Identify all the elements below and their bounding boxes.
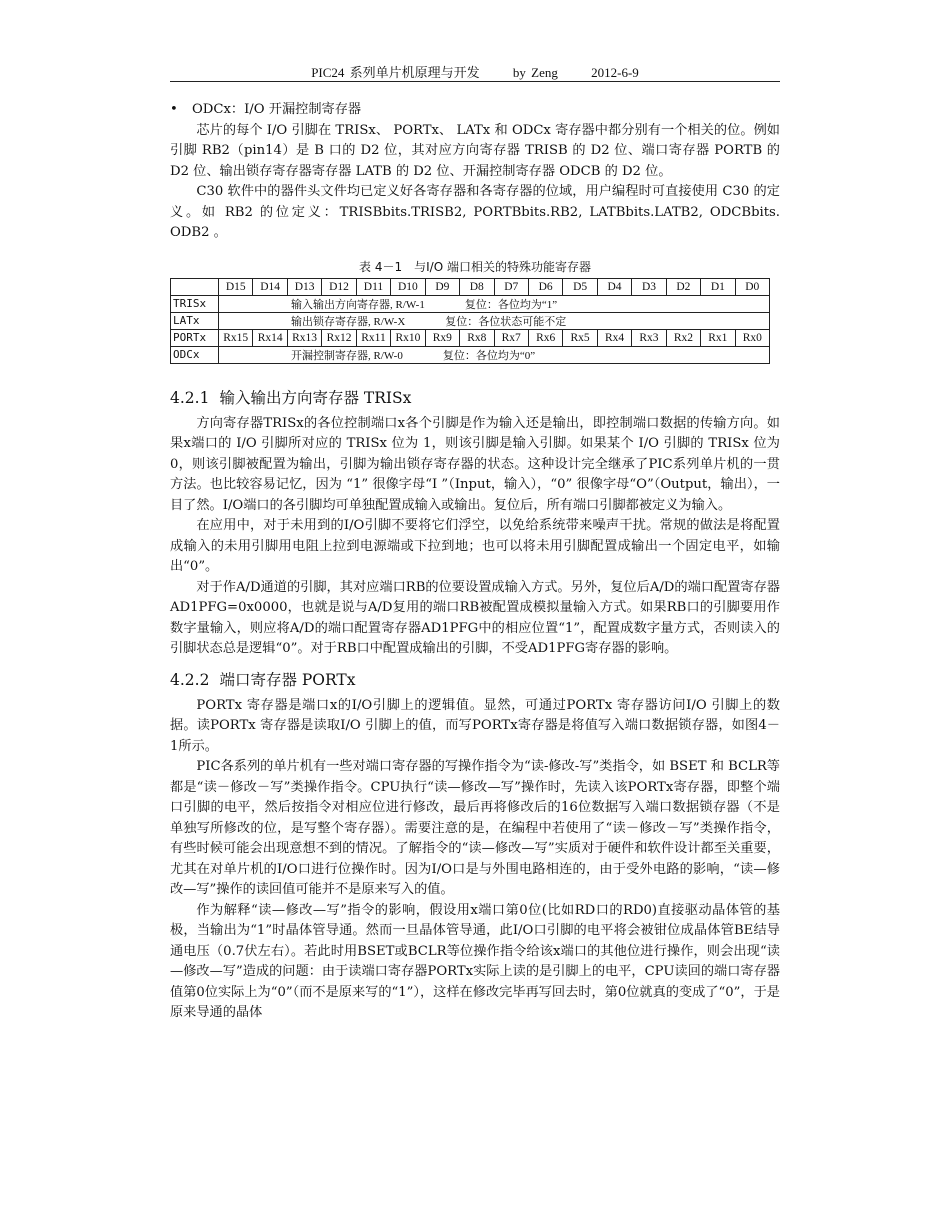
portx-bit: Rx15: [219, 329, 253, 346]
trisx-description: [219, 295, 770, 312]
bit-header: D1: [701, 278, 735, 295]
register-table: [170, 278, 770, 364]
latx-description: [219, 312, 770, 329]
portx-bit: Rx3: [632, 329, 666, 346]
section1-paragraph: 方向寄存器TRISx的各位控制端口x各个引脚是作为输入还是输出，即控制端口数据的传输方向。如果x端口的 I/O 引脚所对应的 TRISx 位为 1，则该引脚是输入引脚。如果某个 I/O 引脚的 TRISx 位为 0，则该引脚被配置为输出，引脚为输出锁存寄存器的状态。这种设计完全继承了PIC系列单片机的一贯方法。也比较容易记忆，因为 “1” 很像字母“I ”（Input，输入），“0” 很像字母“O”（Output，输出），一目了然。I/O端口的各引脚均可单独配置成输入或输出。复位后，所有端口引脚都被定义为输入。: [170, 415, 780, 513]
section-4-2-1-heading: [170, 386, 780, 408]
section-number: 4.2.2: [170, 670, 210, 689]
bit-header: D5: [563, 278, 597, 295]
latx-desc-text: 输出锁存寄存器, R/W-X: [291, 315, 406, 328]
portx-bit: Rx12: [322, 329, 356, 346]
portx-bit: Rx9: [425, 329, 459, 346]
bit-header: D4: [597, 278, 631, 295]
bit-header: D0: [735, 278, 769, 295]
portx-bit: Rx11: [356, 329, 390, 346]
intro-paragraph-1: 芯片的每个 I/O 引脚在 TRISx、 PORTx、 LATx 和 ODCx 寄存器中都分别有一个相关的位。例如引脚 RB2（pin14）是 B 口的 D2 位，其对应方向寄存器 TRISB 的 D2 位、端口寄存器 PORTB 的 D2 位、输出锁存寄存器寄存器 LATB 的 D2 位、开漏控制寄存器 ODCB 的 D2 位。: [170, 122, 780, 179]
latx-row: [171, 312, 770, 329]
section-number: 4.2.1: [170, 388, 210, 407]
table-header-row: [171, 278, 770, 295]
bullet-icon: •: [170, 102, 178, 117]
bit-header: D11: [356, 278, 390, 295]
section2-paragraph: 作为解释“读—修改—写”指令的影响，假设用x端口第0位(比如RD口的RD0)直接驱动晶体管的基极，当输出为“1”时晶体管导通。然而一旦晶体管导通，此I/O口引脚的电平将会被钳位成晶体管BE结导通电压（0.7伏左右）。若此时用BSET或BCLR等位操作指令给该x端口的其他位进行操作，则会出现“读—修改—写”造成的问题：由于读端口寄存器PORTx实际上读的是引脚上的电平，CPU读回的端口寄存器值第0位实际上为“0”（而不是原来写的“1”），这样在修改完毕再写回去时，第0位就真的变成了“0”，于是原来导通的晶体: [170, 902, 780, 1020]
section2-paragraph: PIC各系列的单片机有一些对端口寄存器的写操作指令为“读-修改-写”类指令，如 BSET 和 BCLR等都是“读－修改－写”类操作指令。CPU执行“读—修改—写”操作时，先读入该PORTx寄存器，即整个端口引脚的电平，然后按指令对相应位进行修改，最后再将修改后的16位数据写入端口数据锁存器（不是单独写所修改的位，是写整个寄存器）。需要注意的是，在编程中若使用了“读－修改－写”类操作指令，有些时候可能会出现意想不到的情况。了解指令的“读—修改—写”实质对于硬件和软件设计都至关重要，尤其在对单片机的I/O口进行位操作时。因为I/O口是与外围电路相连的，由于受外电路的影响，“读—修改—写”操作的读回值可能并不是原来写入的值。: [170, 759, 780, 897]
odcx-reset-text: 复位：各位均为“0”: [442, 349, 536, 362]
portx-bit: Rx7: [494, 329, 528, 346]
latx-name: LATx: [171, 312, 219, 329]
bit-header: D3: [632, 278, 666, 295]
header-date: 2012-6-9: [591, 65, 639, 80]
header-author: by Zeng: [512, 65, 558, 80]
header-rule: [170, 81, 780, 82]
bit-header: D13: [287, 278, 321, 295]
section-title: 输入输出方向寄存器 TRISx: [219, 388, 412, 407]
portx-bit: Rx13: [287, 329, 321, 346]
bit-header: D8: [460, 278, 494, 295]
header-book-title: PIC24 系列单片机原理与开发: [311, 65, 480, 80]
section1-paragraph: 在应用中，对于未用到的I/O引脚不要将它们浮空，以免给系统带来噪声干扰。常规的做法是将配置成输入的未用引脚用电阻上拉到电源端或下拉到地；也可以将未用引脚配置成输出一个固定电平，如输出“0”。: [170, 518, 780, 574]
portx-bit: Rx8: [460, 329, 494, 346]
bit-header: D6: [528, 278, 562, 295]
odcx-desc-text: 开漏控制寄存器, R/W-0: [291, 349, 403, 362]
section-title: 端口寄存器 PORTx: [219, 670, 356, 689]
odcx-description: [219, 346, 770, 363]
portx-bit: Rx6: [528, 329, 562, 346]
bit-header: D2: [666, 278, 700, 295]
page-header: [170, 62, 780, 81]
intro-paragraph-2: C30 软件中的器件头文件均已定义好各寄存器和各寄存器的位域，用户编程时可直接使用 C30 的定义。如 RB2 的位定义：TRISBbits.TRISB2, PORTBbits.RB2, LATBbits.LATB2, ODCBbits. ODB2 。: [170, 184, 780, 240]
bit-header: D10: [391, 278, 425, 295]
trisx-row: [171, 295, 770, 312]
portx-name: PORTx: [171, 329, 219, 346]
odcx-bullet: [170, 100, 780, 121]
section1-paragraph: 对于作A/D通道的引脚，其对应端口RB的位要设置成输入方式。另外，复位后A/D的端口配置寄存器AD1PFG=0x0000，也就是说与A/D复用的端口RB被配置成模拟量输入方式。如果RB口的引脚要用作数字量输入，则应将A/D的端口配置寄存器AD1PFG中的相应位置“1”，配置成数字量方式，否则读入的引脚状态总是逻辑“0”。对于RB口中配置成输出的引脚，不受AD1PFG寄存器的影响。: [170, 579, 780, 656]
bit-header: D7: [494, 278, 528, 295]
latx-reset-text: 复位：各位状态可能不定: [445, 315, 567, 328]
page-content: [170, 100, 780, 1024]
bit-header: D9: [425, 278, 459, 295]
portx-row: [171, 329, 770, 346]
odcx-row: [171, 346, 770, 363]
portx-bit: Rx14: [253, 329, 287, 346]
section2-paragraph: PORTx 寄存器是端口x的I/O引脚上的逻辑值。显然，可通过PORTx 寄存器访问I/O 引脚上的数据。读PORTx 寄存器是读取I/O 引脚上的值，而写PORTx寄存器是将值写入端口数据锁存器，如图4－1所示。: [170, 697, 780, 754]
trisx-name: TRISx: [171, 295, 219, 312]
bit-header: D14: [253, 278, 287, 295]
portx-bit: Rx0: [735, 329, 769, 346]
odcx-name: ODCx: [171, 346, 219, 363]
table-caption: 表 4－1 与I/O 端口相关的特殊功能寄存器: [359, 259, 591, 274]
portx-bit: Rx5: [563, 329, 597, 346]
portx-bit: Rx10: [391, 329, 425, 346]
portx-bit: Rx4: [597, 329, 631, 346]
bit-header: D15: [219, 278, 253, 295]
trisx-desc-text: 输入输出方向寄存器, R/W-1: [291, 298, 425, 311]
bit-header: D12: [322, 278, 356, 295]
section-4-2-2-heading: [170, 668, 780, 690]
header-corner-cell: [171, 278, 219, 295]
trisx-reset-text: 复位：各位均为“1”: [464, 298, 558, 311]
portx-bit: Rx1: [701, 329, 735, 346]
odcx-bullet-text: ODCx：I/O 开漏控制寄存器: [192, 102, 362, 117]
portx-bit: Rx2: [666, 329, 700, 346]
